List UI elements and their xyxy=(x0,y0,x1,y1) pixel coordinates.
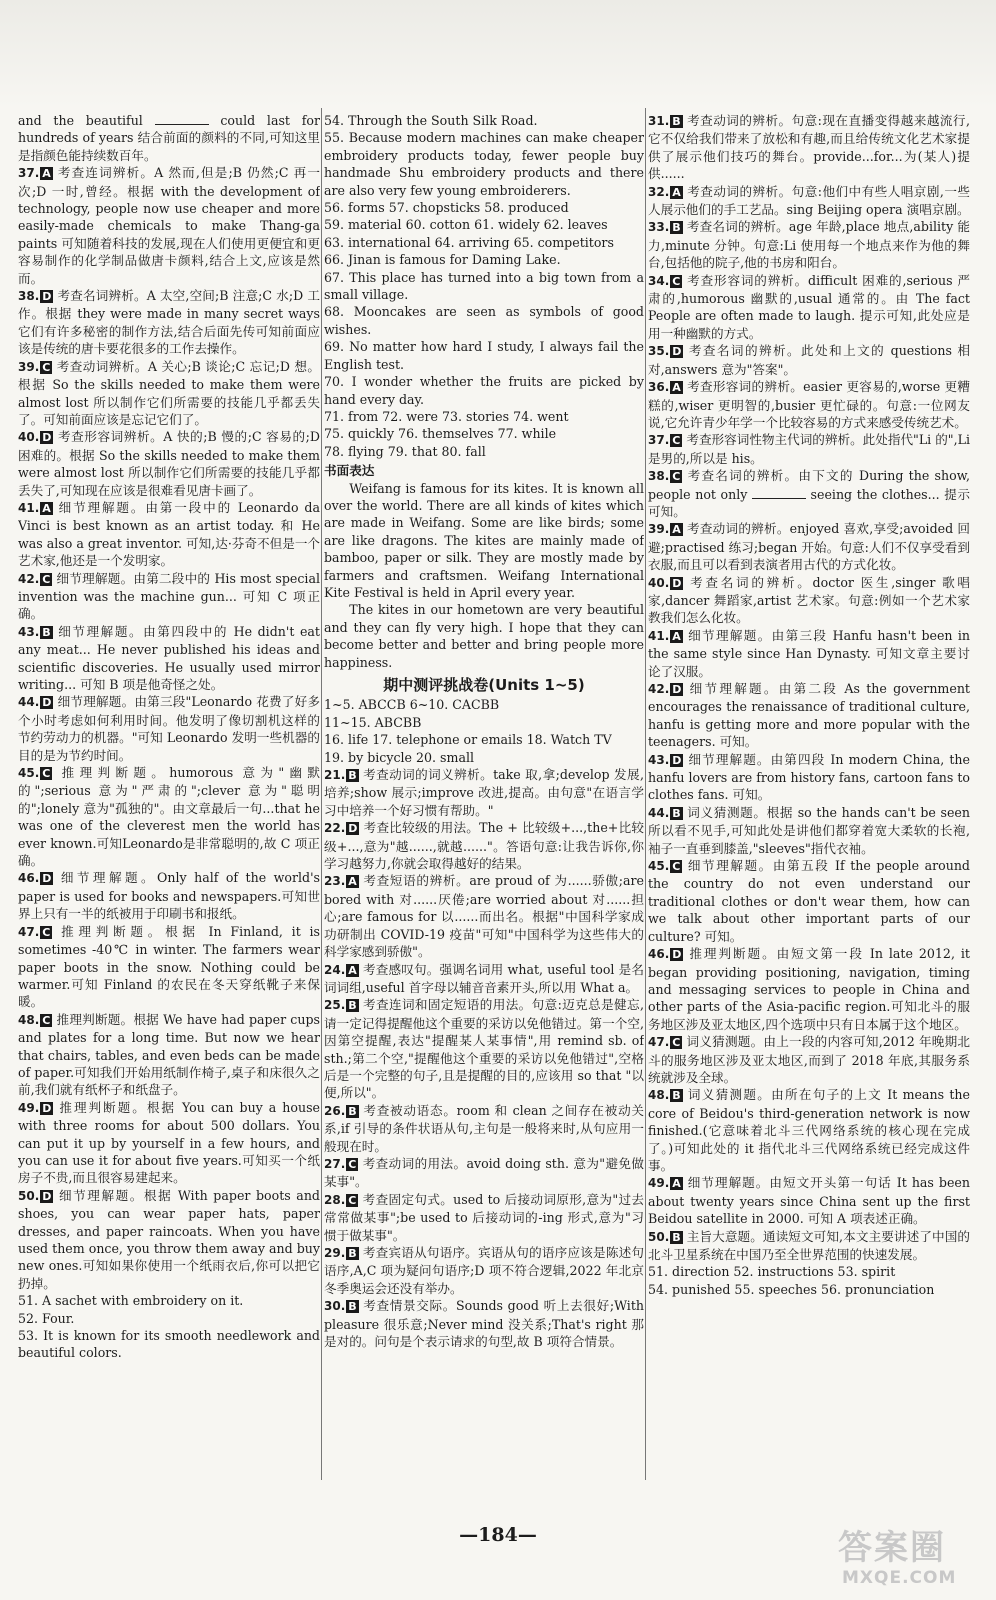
answer-letter-badge: D xyxy=(42,1101,52,1115)
column-divider xyxy=(321,108,322,1480)
question-number: 47. xyxy=(18,924,40,939)
answer-letter-badge: D xyxy=(672,576,682,590)
answer-item xyxy=(324,1244,644,1297)
answer-letter-badge: C xyxy=(348,1157,357,1171)
answer-item xyxy=(648,680,970,751)
answer-letter-badge: C xyxy=(42,1013,51,1027)
question-number: 22. xyxy=(324,821,346,836)
answer-blank xyxy=(155,114,209,125)
question-number: 29. xyxy=(324,1246,346,1260)
question-number: 40. xyxy=(648,575,670,590)
answer-item xyxy=(18,499,320,570)
answer-letter-badge: D xyxy=(42,431,52,445)
answer-item xyxy=(18,1099,320,1187)
answer-letter-badge: B xyxy=(348,1300,357,1314)
explanation-text: 考查宾语从句语序。宾语从句的语序应该是陈述句语序,A,C 项为疑问句语序;D 项不符合逻辑,2022 年北京冬季奥运会还没有举办。 xyxy=(324,1245,644,1296)
answer-letter-badge: B xyxy=(672,115,681,128)
answer-item xyxy=(648,183,970,219)
question-number: 46. xyxy=(18,871,40,886)
answer-item xyxy=(324,766,644,819)
answer-item xyxy=(18,764,320,869)
answer-item xyxy=(18,428,320,499)
answer-letter-badge: B xyxy=(672,1089,681,1103)
answer-line: 54. punished 55. speeches 56. pronunciation xyxy=(648,1281,935,1297)
answer-line: 53. It is known for its smooth needlework and beautiful colors. xyxy=(18,1328,320,1361)
answer-item xyxy=(648,431,970,467)
question-number: 49. xyxy=(18,1100,40,1115)
page-header-band xyxy=(0,0,996,108)
answer-item xyxy=(324,1155,644,1191)
question-number: 41. xyxy=(18,500,40,515)
question-number: 48. xyxy=(18,1012,40,1027)
explanation-text: 细节理解题。由第二段 As the government encourages the renaissance of traditional culture, hanfu is getting more and more popular with the teenagers. 可知。 xyxy=(648,681,970,750)
answer-line: 56. forms 57. chopsticks 58. produced xyxy=(324,200,569,216)
watermark-url: MXQE.COM xyxy=(842,1568,957,1588)
answer-item xyxy=(648,751,970,804)
answer-letter-badge: A xyxy=(42,501,51,515)
answer-item xyxy=(18,623,320,694)
question-number: 33. xyxy=(648,220,670,235)
answer-letter-badge: A xyxy=(42,167,51,181)
explanation-text: 考查动词的辨析。句意:他们中有些人唱京剧,一些人展示他们的手工艺品。sing Beijing opera 演唱京剧。 xyxy=(648,183,970,218)
explanation-text: 考查名词辨析。A 太空,空间;B 注意;C 水;D 工作。根据 they were made in many secret ways 它们有许多秘密的制作方法,结合后面先传可知前面应该是传统的唐卡要花很多的工作去操作。 xyxy=(18,288,320,357)
answer-line: 71. from 72. were 73. stories 74. went xyxy=(324,408,569,424)
answer-letter-badge: D xyxy=(672,948,682,962)
answer-item xyxy=(324,1191,644,1244)
answer-letter-badge: A xyxy=(672,1177,681,1191)
explanation-text: 推理判断题。根据 In Finland, it is sometimes -40℃ in winter. The farmers wear paper boots in the snow. Nothing could be warmer.可知 Finland 的农民在冬天穿纸靴子来保暖。 xyxy=(18,923,320,1010)
explanation-text: 细节理解题。由第一段中的 Leonardo da Vinci is best known as an artist today. 和 He was also a great inventor. 可知,达·芬奇不但是一个艺术家,他还是一个发明家。 xyxy=(18,499,320,569)
explanation-text: 考查动词的辨析。enjoyed 喜欢,享受;avoided 回避;practised 练习;began 开始。句意:人们不仅享受看到衣服,而且可以看到表演者用古代的方式化妆。 xyxy=(648,521,970,573)
explanation-text: 细节理解题。由第二段中的 His most special invention was the machine gun... 可知 C 项正确。 xyxy=(18,570,320,622)
explanation-text: 细节理解题。由第四段 In modern China, the hanfu lovers are from history fans, cartoon fans to clothes fans. 可知。 xyxy=(648,751,970,803)
answer-line: 51. direction 52. instructions 53. spirit xyxy=(648,1264,896,1280)
answer-letter-badge: A xyxy=(348,963,357,977)
answer-letter-badge: D xyxy=(348,822,358,836)
question-number: 35. xyxy=(648,344,670,359)
answer-line: 52. Four. xyxy=(18,1310,75,1326)
explanation-text: 考查感叹句。强调名词用 what, useful tool 是名词词组,useful 首字母以辅音音素开头,所以用 What a。 xyxy=(324,961,644,995)
answer-letter-badge: C xyxy=(42,767,51,781)
explanation-text: 主旨大意题。通读短文可知,本文主要讲述了中国的北斗卫星系统在中国乃至全世界范围的快速发展。 xyxy=(648,1228,970,1262)
watermark-logo xyxy=(838,1520,986,1594)
answer-item xyxy=(18,1187,320,1292)
answer-line: and the beautiful could last for hundreds of years 结合前面的颜料的不同,可知这里是指颜色能持续数百年。 xyxy=(18,113,320,163)
answer-line: 59. material 60. cotton 61. widely 62. leaves xyxy=(324,217,608,233)
explanation-text: 考查比较级的用法。The + 比较级+...,the+比较级+...,意为"越......,就越......"。答语句意:让我告诉你,你学习越努力,你就会取得越好的结果。 xyxy=(324,820,644,872)
essay-paragraph: The kites in our hometown are very beautiful and they can fly very high. I hope that they can become better and better and bring people more happiness. xyxy=(324,602,644,670)
question-number: 38. xyxy=(648,469,670,484)
question-number: 32. xyxy=(648,184,670,199)
answer-item xyxy=(648,1086,970,1174)
question-number: 37. xyxy=(18,166,40,181)
explanation-text: 词义猜测题。由所在句子的上文 It means the core of Beidou's third-generation network is now finished.(它意味着北斗三代网络系统的核心现在完成了。)可知此处的 it 指代北斗三代网络系统已经完成这件事。 xyxy=(648,1087,970,1173)
explanation-text: 细节理解题。根据 With paper boots and shoes, you can wear paper hats, paper dresses, and paper raincoats. When you have used them once, you throw them away and buy new ones.可知如果你使用一个纸雨衣后,你可以把它扔掉。 xyxy=(18,1187,320,1291)
explanation-text: 考查固定句式。used to 后接动词原形,意为"过去常常做某事";be used to 后接动词的-ing 形式,意为"习惯于做某事"。 xyxy=(324,1191,644,1243)
answer-line: 78. flying 79. that 80. fall xyxy=(324,443,486,459)
explanation-text: 细节理解题。Only half of the world's paper is used for books and newspapers.可知世界上只有一半的纸被用于印刷书和报纸。 xyxy=(18,870,320,922)
answer-list-midterm xyxy=(324,696,644,1350)
answer-line: 51. A sachet with embroidery on it. xyxy=(18,1293,244,1309)
explanation-text: 考查短语的辨析。are proud of 为......骄傲;are bored with 对......厌倦;are worried about 对......担心;are famous for 以......而出名。根据"中国科学家成功研制出 COVID-19 疫苗"可知"中国科学为这些伟大的科学家感到骄傲"。 xyxy=(324,873,644,960)
answer-letter-badge: A xyxy=(672,381,681,395)
answer-item xyxy=(648,1228,970,1264)
explanation-text: 细节理解题。由第四段中的 He didn't eat any meat... He never published his ideas and scientific discoveries. He usually used mirror writing... 可知 B 项是他奇怪之处。 xyxy=(18,623,320,692)
answer-blank xyxy=(752,488,806,499)
explanation-text: 词义猜测题。根据 so the hands can't be seen 所以看不见手,可知此处是讲他们都穿着宽大柔软的长袍,袖子一直垂到膝盖,"sleeves"指代衣袖。 xyxy=(648,804,970,856)
question-number: 39. xyxy=(18,359,40,374)
question-number: 37. xyxy=(648,433,670,448)
question-number: 34. xyxy=(648,273,670,288)
answer-item xyxy=(18,693,320,764)
answer-item xyxy=(18,869,320,922)
question-number: 23. xyxy=(324,874,346,889)
answer-letter-badge: B xyxy=(348,1247,357,1260)
answer-item xyxy=(324,1297,644,1350)
page-number: —184— xyxy=(459,1524,537,1546)
question-number: 21. xyxy=(324,768,346,783)
question-number: 28. xyxy=(324,1192,346,1207)
answer-item xyxy=(648,342,970,378)
answer-letter-badge: C xyxy=(672,274,681,288)
question-number: 48. xyxy=(648,1088,670,1103)
answer-line: 11~15. ABCBB xyxy=(324,714,422,730)
question-number: 24. xyxy=(324,962,346,977)
answer-line: 54. Through the South Silk Road. xyxy=(324,113,538,128)
answer-item xyxy=(324,872,644,960)
question-number: 36. xyxy=(648,380,670,395)
answer-item xyxy=(648,272,970,343)
answer-item xyxy=(18,570,320,623)
answer-letter-badge: A xyxy=(348,875,357,889)
explanation-text: 考查名词的辨析。age 年龄,place 地点,ability 能力,minute 分钟。句意:Li 使用每一个地点来作为他的舞台,包括他的院子,他的书房和阳台。 xyxy=(648,219,970,271)
explanation-text: 细节理解题。由第五段 If the people around the country do not even understand our traditional clothes or don't wear them, how can we talk about other important parts of our culture? 可知。 xyxy=(648,858,970,944)
answer-item xyxy=(324,996,644,1101)
watermark-text: 答案圈 xyxy=(838,1528,946,1568)
answer-line: 67. This place has turned into a big town from a small village. xyxy=(324,269,644,303)
answer-item xyxy=(648,1033,970,1086)
answer-letter-badge: C xyxy=(672,1036,681,1050)
explanation-text: 细节理解题。由短文开头第一句话 It has been about twenty years since China sent up the first Beidou satellite in 2000. 可知 A 项表述正确。 xyxy=(648,1175,970,1227)
answer-letter-badge: D xyxy=(42,872,52,886)
question-number: 44. xyxy=(18,695,40,710)
answer-line: 55. Because modern machines can make cheaper embroidery products today, fewer people buy handmade Shu embroidery products and there are also very few young embroiderers. xyxy=(324,130,644,198)
answer-letter-badge: B xyxy=(348,999,357,1013)
answer-line: 1~5. ABCCB 6~10. CACBB xyxy=(324,697,500,713)
explanation-text: 考查形容词辨析。A 快的;B 慢的;C 容易的;D 困难的。根据 So the skills needed to make them were almost lost 所以制作它们所需要的技能几乎都丢失了,可知现在应该是很难看见唐卡画了。 xyxy=(18,429,320,498)
question-number: 41. xyxy=(648,628,670,643)
question-number: 27. xyxy=(324,1156,346,1171)
answer-line: 70. I wonder whether the fruits are picked by hand every day. xyxy=(324,374,644,407)
answer-item xyxy=(18,1011,320,1099)
explanation-text: 考查动词辨析。A 关心;B 谈论;C 忘记;D 想。根据 So the skills needed to make them were almost lost 所以制作它们所需要的技能几乎都丢失了。可知前面应该是忘记它们了。 xyxy=(18,358,320,427)
answer-item xyxy=(648,574,970,627)
answer-letter-badge: A xyxy=(672,523,681,537)
answer-item xyxy=(18,287,320,358)
question-number: 50. xyxy=(648,1229,670,1244)
answer-item xyxy=(18,358,320,429)
question-number: 42. xyxy=(18,571,40,586)
answer-letter-badge: B xyxy=(672,221,681,235)
explanation-text: 考查动词的用法。avoid doing sth. 意为"避免做某事"。 xyxy=(324,1155,644,1190)
answer-letter-badge: A xyxy=(672,185,681,199)
answer-letter-badge: B xyxy=(672,806,681,820)
answer-column-middle xyxy=(324,112,644,1492)
explanation-text: 细节理解题。由第三段"Leonardo 花费了好多个小时考虑如何利用时间。他发明了像切割机这样的节约劳动力的机器。"可知 Leonardo 发明一些机器的目的是为节约时间。 xyxy=(18,694,320,763)
explanation-text: 推理判断题。根据 We have had paper cups and plates for a long time. But now we hear that chairs, tables, and even beds can be made of paper.可知我们开始用纸制作椅子,桌子和床很久之前,我们就有纸杯子和纸盘子。 xyxy=(18,1011,320,1098)
answer-column-left xyxy=(18,112,320,1492)
question-number: 42. xyxy=(648,682,670,696)
answer-letter-badge: D xyxy=(672,683,682,696)
answer-column-right xyxy=(648,112,970,1492)
answer-letter-badge: B xyxy=(348,769,357,783)
answer-letter-badge: C xyxy=(672,860,681,874)
essay-body xyxy=(324,480,644,671)
explanation-text: 细节理解题。由第三段 Hanfu hasn't been in the same style since Han Dynasty. 可知文章主要讨论了汉服。 xyxy=(648,627,970,679)
answer-letter-badge: B xyxy=(672,1230,681,1244)
question-number: 49. xyxy=(648,1176,670,1191)
essay-heading: 书面表达 xyxy=(324,463,375,479)
explanation-text: 考查形容词的辨析。easier 更容易的,worse 更糟糕的,wiser 更明智的,busier 更忙碌的。句意:一位网友说,它允许青少年学一个比较容易的方式来感受传统艺术。 xyxy=(648,379,970,430)
explanation-text: 考查名词的辨析。由下文的 During the show, people not only seeing the clothes... 提示可知。 xyxy=(648,468,970,519)
explanation-text: 词义猜测题。由上一段的内容可知,2012 年晚期北斗的服务地区涉及亚太地区,而到了 2018 年底,其服务系统就涉及全球。 xyxy=(648,1034,970,1085)
answer-item xyxy=(324,961,644,997)
answer-letter-badge: D xyxy=(672,753,682,767)
answer-letter-badge: D xyxy=(42,1189,52,1203)
explanation-text: 考查动词的辨析。句意:现在直播变得越来越流行,它不仅给我们带来了放松和有趣,而且给传统文化艺术家提供了展示他们技巧的舞台。provide...for...为(某人)提供...... xyxy=(648,113,970,182)
answer-letter-badge: D xyxy=(42,696,52,710)
answer-letter-badge: C xyxy=(348,1193,357,1207)
answer-letter-badge: D xyxy=(42,290,52,304)
answer-letter-badge: D xyxy=(672,345,682,359)
answer-item xyxy=(648,467,970,520)
question-number: 45. xyxy=(648,859,670,874)
explanation-text: 考查形容词性物主代词的辨析。此处指代"Li 的",Li 是男的,所以是 his。 xyxy=(648,432,970,466)
answer-item xyxy=(648,520,970,573)
explanation-text: 推理判断题。根据 You can buy a house with three rooms for about 500 dollars. You can put it up by yourself in a few hours, and you can use it for about five years.可知买一个纸房子不贵,而且很容易建起来。 xyxy=(18,1099,320,1186)
section-title: 期中测评挑战卷(Units 1~5) xyxy=(383,676,585,694)
answer-item xyxy=(324,819,644,872)
explanation-text: 考查名词的辨析。doctor 医生,singer 歌唱家,dancer 舞蹈家,artist 艺术家。句意:例如一个艺术家教我们怎么化妆。 xyxy=(648,574,970,626)
explanation-text: 考查情景交际。Sounds good 听上去很好;With pleasure 很乐意;Never mind 没关系;That's right 那是对的。问句是个表示请求的句型,故 B 项符合情景。 xyxy=(324,1298,644,1350)
explanation-text: 考查动词的词义辨析。take 取,拿;develop 发展,培养;show 展示;improve 改进,提高。由句意"在语言学习中培养一个好习惯有帮助。" xyxy=(324,767,644,818)
answer-letter-badge: C xyxy=(42,572,51,586)
question-number: 38. xyxy=(18,289,40,304)
answer-line: 69. No matter how hard I study, I always fail the English test. xyxy=(324,339,644,372)
question-number: 30. xyxy=(324,1299,346,1314)
answer-letter-badge: C xyxy=(672,470,681,484)
answer-item xyxy=(648,857,970,945)
answer-item xyxy=(324,1102,644,1155)
question-number: 47. xyxy=(648,1035,670,1050)
answer-letter-badge: B xyxy=(348,1104,357,1118)
question-number: 40. xyxy=(18,430,40,445)
question-number: 39. xyxy=(648,522,670,537)
answer-item xyxy=(648,627,970,680)
explanation-text: 考查被动语态。room 和 clean 之间存在被动关系,if 引导的条件状语从句,主句是一般将来时,从句应用一般现在时。 xyxy=(324,1102,644,1154)
question-number: 43. xyxy=(18,624,40,639)
answer-item xyxy=(18,923,320,1011)
column-divider xyxy=(645,108,646,1480)
question-number: 43. xyxy=(648,752,670,767)
answer-letter-badge: A xyxy=(672,629,681,643)
answer-item xyxy=(648,1174,970,1227)
explanation-text: 考查形容词的辨析。difficult 困难的,serious 严肃的,humorous 幽默的,usual 通常的。由 The fact People are often made to laugh. 提示可知,此处应是用一种幽默的方式。 xyxy=(648,272,970,341)
answer-letter-badge: C xyxy=(672,434,681,448)
question-number: 25. xyxy=(324,998,346,1013)
explanation-text: 考查连词辨析。A 然而,但是;B 仍然;C 再一次;D 一时,曾经。根据 with the development of technology, people now use cheaper and more easily-made chemicals to make Thang-ga paints 可知随着科技的发展,现在人们使用更便宜和更容易制作的化学制品做唐卡颜料,结合上文,应该是然而。 xyxy=(18,165,320,286)
answer-letter-badge: B xyxy=(42,625,51,639)
answer-line: 68. Mooncakes are seen as symbols of good wishes. xyxy=(324,304,644,337)
explanation-text: 推理判断题。humorous 意为"幽默的";serious 意为"严肃的";clever 意为"聪明的";lonely 意为"孤独的"。由文章最后一句...that he was one of the cleverest men the world has ever known.可知Leonardo是非常聪明的,故 C 项正确。 xyxy=(18,765,320,869)
question-number: 50. xyxy=(18,1188,40,1203)
question-number: 31. xyxy=(648,114,670,128)
answer-letter-badge: C xyxy=(42,360,51,374)
answer-item xyxy=(648,378,970,431)
answer-line: 63. international 64. arriving 65. competitors xyxy=(324,234,614,250)
answer-item xyxy=(648,112,970,183)
answer-letter-badge: C xyxy=(42,925,51,939)
question-number: 44. xyxy=(648,805,670,820)
essay-paragraph: Weifang is famous for its kites. It is known all over the world. There are all kinds of kites which are made in Weifang. Some are like birds; some are like dragons. The kites are mainly made of bamboo, paper or silk. They are mostly made by farmers and craftsmen. Weifang International Kite Festival is held in April every year. xyxy=(324,480,644,600)
question-number: 26. xyxy=(324,1103,346,1118)
answer-item xyxy=(648,218,970,271)
answer-item xyxy=(18,164,320,287)
answer-item xyxy=(648,945,970,1033)
answer-list-54-80 xyxy=(324,112,644,460)
answer-line: 16. life 17. telephone or emails 18. Watch TV xyxy=(324,732,612,748)
answer-line: 75. quickly 76. themselves 77. while xyxy=(324,426,557,442)
explanation-text: 推理判断题。由短文第一段 In late 2012, it began providing positioning, navigation, timing and messaging services to people in China and other parts of the Asia-pacific region.可知北斗的服务地区涉及亚太地区,四个选项中只有日本属于这个地区。 xyxy=(648,946,970,1032)
explanation-text: 考查名词的辨析。此处和上文的 questions 相对,answers 意为"答案"。 xyxy=(648,343,970,377)
answer-item xyxy=(648,804,970,857)
question-number: 45. xyxy=(18,766,40,781)
explanation-text: 考查连词和固定短语的用法。句意:迈克总是健忘,请一定记得提醒他这个重要的采访以免他错过。第一个空,因第空提醒,表达"提醒某人某事情",用 remind sb. of sth.;第二个空,"提醒他这个重要的采访以免他错过",空格后是一个完整的句子,且是提醒的目的,应该用 so that "以便,所以"。 xyxy=(324,997,644,1101)
answer-line: 66. Jinan is famous for Daming Lake. xyxy=(324,252,561,268)
question-number: 46. xyxy=(648,947,670,962)
answer-line: 19. by bicycle 20. small xyxy=(324,749,475,765)
